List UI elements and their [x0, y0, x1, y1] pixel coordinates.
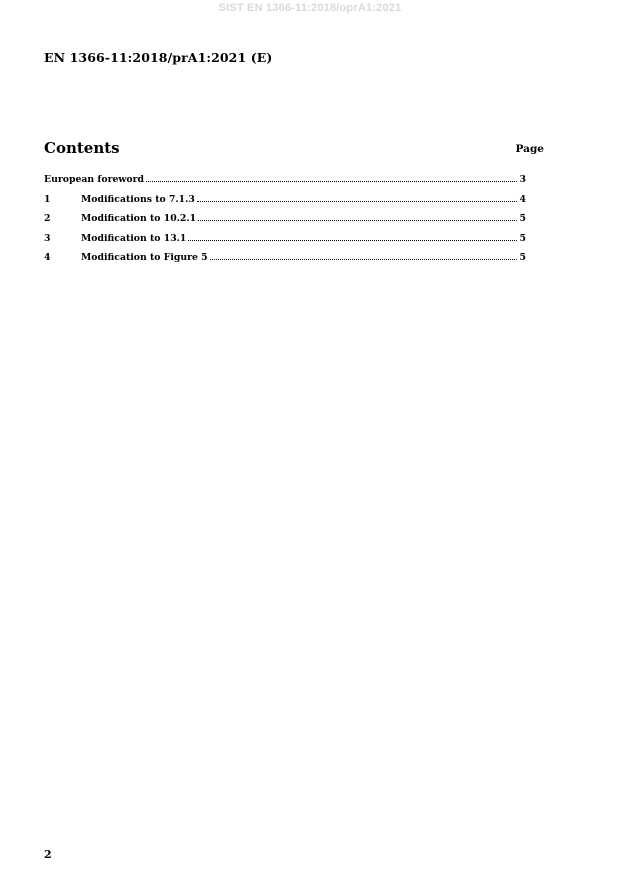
toc-entry[interactable] — [44, 252, 526, 272]
toc-entry-title: Modification to 13.1 — [81, 232, 187, 244]
toc-entry-number: 1 — [44, 193, 51, 205]
dot-leader — [197, 200, 517, 202]
watermark: SIST EN 1366-11:2018/oprA1:2021 — [218, 2, 402, 14]
toc-entry-title: Modifications to 7.1.3 — [81, 193, 195, 205]
toc-entry-number: 2 — [44, 213, 51, 224]
toc-entry[interactable] — [44, 233, 526, 253]
document-id-header: EN 1366-11:2018/prA1:2021 (E) — [44, 50, 273, 65]
dot-leader — [188, 239, 516, 241]
toc-entry-number: 4 — [44, 252, 51, 263]
toc-entry-page: 5 — [519, 213, 526, 224]
dot-leader — [198, 219, 516, 221]
dot-leader — [146, 180, 517, 182]
table-of-contents — [44, 174, 526, 272]
toc-entry[interactable] — [44, 194, 526, 214]
toc-entry-page: 5 — [519, 232, 526, 244]
toc-entry-title: Modification to Figure 5 — [81, 252, 208, 263]
page-number: 2 — [44, 848, 52, 861]
dot-leader — [210, 258, 517, 260]
contents-heading: Contents — [44, 139, 120, 157]
toc-entry-page: 3 — [519, 174, 526, 185]
toc-entry[interactable] — [44, 174, 526, 194]
page-column-label: Page — [515, 143, 544, 155]
toc-entry[interactable] — [44, 213, 526, 233]
toc-entry-page: 5 — [519, 252, 526, 263]
toc-entry-title: Modification to 10.2.1 — [81, 213, 197, 224]
toc-entry-page: 4 — [519, 193, 526, 205]
toc-entry-number: 3 — [44, 232, 51, 244]
toc-entry-title: European foreword — [44, 174, 144, 185]
